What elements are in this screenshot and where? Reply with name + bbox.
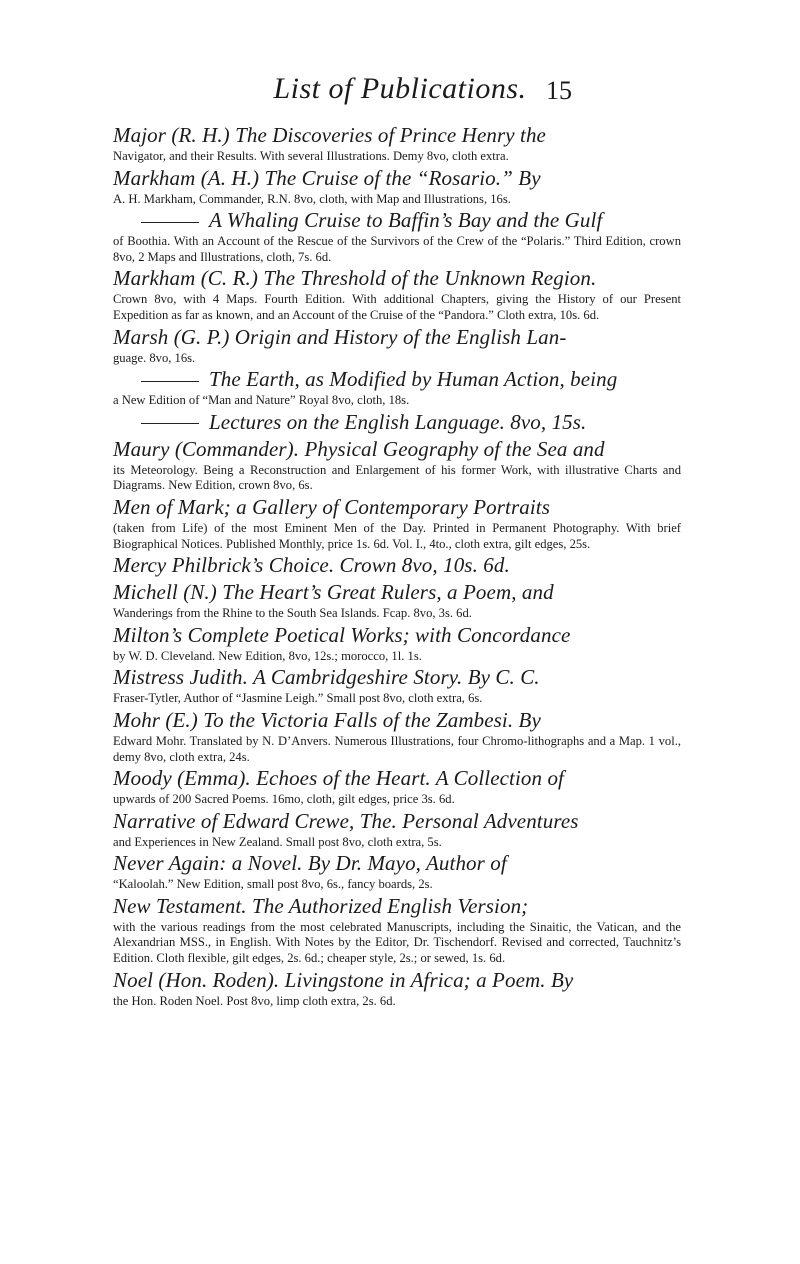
entry-title: To the Victoria Falls of the Zambesi. By: [203, 707, 541, 732]
list-item: [113, 552, 681, 579]
entry-author: Maury (Commander).: [113, 436, 300, 461]
list-item: [113, 122, 681, 165]
list-item: [113, 409, 681, 436]
entry-author: Markham (C. R.): [113, 266, 258, 291]
list-item: [113, 207, 681, 265]
list-item: [113, 707, 681, 765]
entry-title: Never Again: a Novel. By Dr. Mayo, Author of: [113, 851, 507, 876]
entry-title: A Whaling Cruise to Baffin’s Bay and the Gulf: [209, 208, 603, 233]
list-item: [113, 893, 681, 967]
ditto-rule: [141, 423, 199, 424]
entry-description: A. H. Markham, Commander, R.N. 8vo, cloth, with Map and Illustrations, 16s.: [113, 191, 511, 206]
publication-list: [113, 122, 681, 1009]
entry-description: by W. D. Cleveland. New Edition, 8vo, 12s.; morocco, 1l. 1s.: [113, 648, 422, 663]
entry-author: Noel (Hon. Roden).: [113, 967, 280, 992]
entry-title: The Threshold of the Unknown Region.: [263, 266, 597, 291]
page-header: [0, 72, 800, 112]
entry-title: Lectures on the English Language. 8vo, 15s.: [209, 409, 587, 434]
entry-description: the Hon. Roden Noel. Post 8vo, limp cloth extra, 2s. 6d.: [113, 993, 396, 1008]
entry-description: “Kaloolah.” New Edition, small post 8vo, 6s., fancy boards, 2s.: [113, 877, 433, 892]
list-item: [113, 765, 681, 808]
entry-title: Narrative of Edward Crewe, The. Personal Adventures: [113, 808, 579, 833]
entry-description: upwards of 200 Sacred Poems. 16mo, cloth, gilt edges, price 3s. 6d.: [113, 792, 455, 807]
entry-description: Fraser-Tytler, Author of “Jasmine Leigh.” Small post 8vo, cloth extra, 6s.: [113, 691, 483, 706]
entry-description: and Experiences in New Zealand. Small post 8vo, cloth extra, 5s.: [113, 834, 442, 849]
list-item: [113, 664, 681, 707]
list-item: [113, 436, 681, 494]
entry-title: Physical Geography of the Sea and: [304, 436, 605, 461]
entry-description: of Boothia. With an Account of the Rescue of the Survivors of the Crew of the “Polaris.” Third Edition, crown 8vo, 2 Maps and Illustrations, cloth, 7s. 6d.: [113, 234, 681, 264]
entry-title: Mistress Judith. A Cambridgeshire Story. By C. C.: [113, 665, 540, 690]
entry-author: Marsh (G. P.): [113, 324, 230, 349]
entry-author: Mohr (E.): [113, 707, 198, 732]
list-item: [113, 165, 681, 208]
entry-title: Echoes of the Heart. A Collection of: [256, 766, 564, 791]
entry-description: its Meteorology. Being a Reconstruction and Enlargement of his former Work, with illustrative Charts and Diagrams. New Edition, crown 8vo, 6s.: [113, 462, 681, 493]
entry-title: Mercy Philbrick’s Choice. Crown 8vo, 10s. 6d.: [113, 553, 510, 578]
list-item: [113, 808, 681, 851]
entry-title: New Testament. The Authorized English Version;: [113, 893, 529, 918]
ditto-rule: [141, 381, 199, 382]
page-number: 15: [546, 76, 572, 105]
list-item: [113, 265, 681, 323]
entry-description: Edward Mohr. Translated by N. D’Anvers. Numerous Illustrations, four Chromo-lithographs and a Map. 1 vol., demy 8vo, cloth extra, 24s.: [113, 733, 681, 764]
entry-title: Milton’s Complete Poetical Works; with Concordance: [113, 622, 571, 647]
entry-title: Origin and History of the English Lan-: [234, 324, 567, 349]
entry-title: Men of Mark; a Gallery of Contemporary Portraits: [113, 494, 551, 519]
entry-description: (taken from Life) of the most Eminent Men of the Day. Printed in Permanent Photography. With brief Biographical Notices. Published Monthly, price 1s. 6d. Vol. I., 4to., cloth extra, gilt edges, 25s.: [113, 520, 681, 551]
entry-description: a New Edition of “Man and Nature” Royal 8vo, cloth, 18s.: [113, 393, 410, 408]
ditto-rule: [141, 222, 199, 223]
entry-description: Crown 8vo, with 4 Maps. Fourth Edition. With additional Chapters, giving the History of our Present Expedition as far as known, and an Account of the Cruise of the “Pandora.” Cloth extra, 10s. 6d.: [113, 292, 681, 322]
list-item: [113, 622, 681, 665]
entry-author: Moody (Emma).: [113, 766, 251, 791]
entry-description: with the various readings from the most celebrated Manuscripts, including the Sinaitic, the Vatican, and the Alexandrian MSS., in English. With Notes by the Editor, Dr. Tischendorf. Revised and corrected, Tauchnitz’s Edition. Cloth flexible, gilt edges, 2s. 6d.; cheaper style, 2s.; or sewed, 1s. 6d.: [113, 919, 681, 966]
list-item: [113, 579, 681, 622]
page-title: List of Publications.: [273, 72, 527, 105]
list-item: [113, 850, 681, 893]
list-item: [113, 967, 681, 1010]
entry-title: The Earth, as Modified by Human Action, being: [209, 367, 618, 392]
entry-author: Michell (N.): [113, 580, 217, 605]
entry-description: guage. 8vo, 16s.: [113, 350, 196, 365]
entry-description: Navigator, and their Results. With several Illustrations. Demy 8vo, cloth extra.: [113, 149, 509, 163]
entry-title: The Cruise of the “Rosario.” By: [264, 165, 541, 190]
list-item: [113, 494, 681, 552]
entry-title: Livingstone in Africa; a Poem. By: [284, 967, 574, 992]
entry-title: The Discoveries of Prince Henry the: [235, 123, 546, 147]
entry-title: The Heart’s Great Rulers, a Poem, and: [222, 580, 554, 605]
list-item: [113, 324, 681, 367]
entry-description: Wanderings from the Rhine to the South Sea Islands. Fcap. 8vo, 3s. 6d.: [113, 606, 472, 621]
list-item: [113, 366, 681, 409]
entry-author: Major (R. H.): [113, 123, 230, 147]
entry-author: Markham (A. H.): [113, 165, 260, 190]
